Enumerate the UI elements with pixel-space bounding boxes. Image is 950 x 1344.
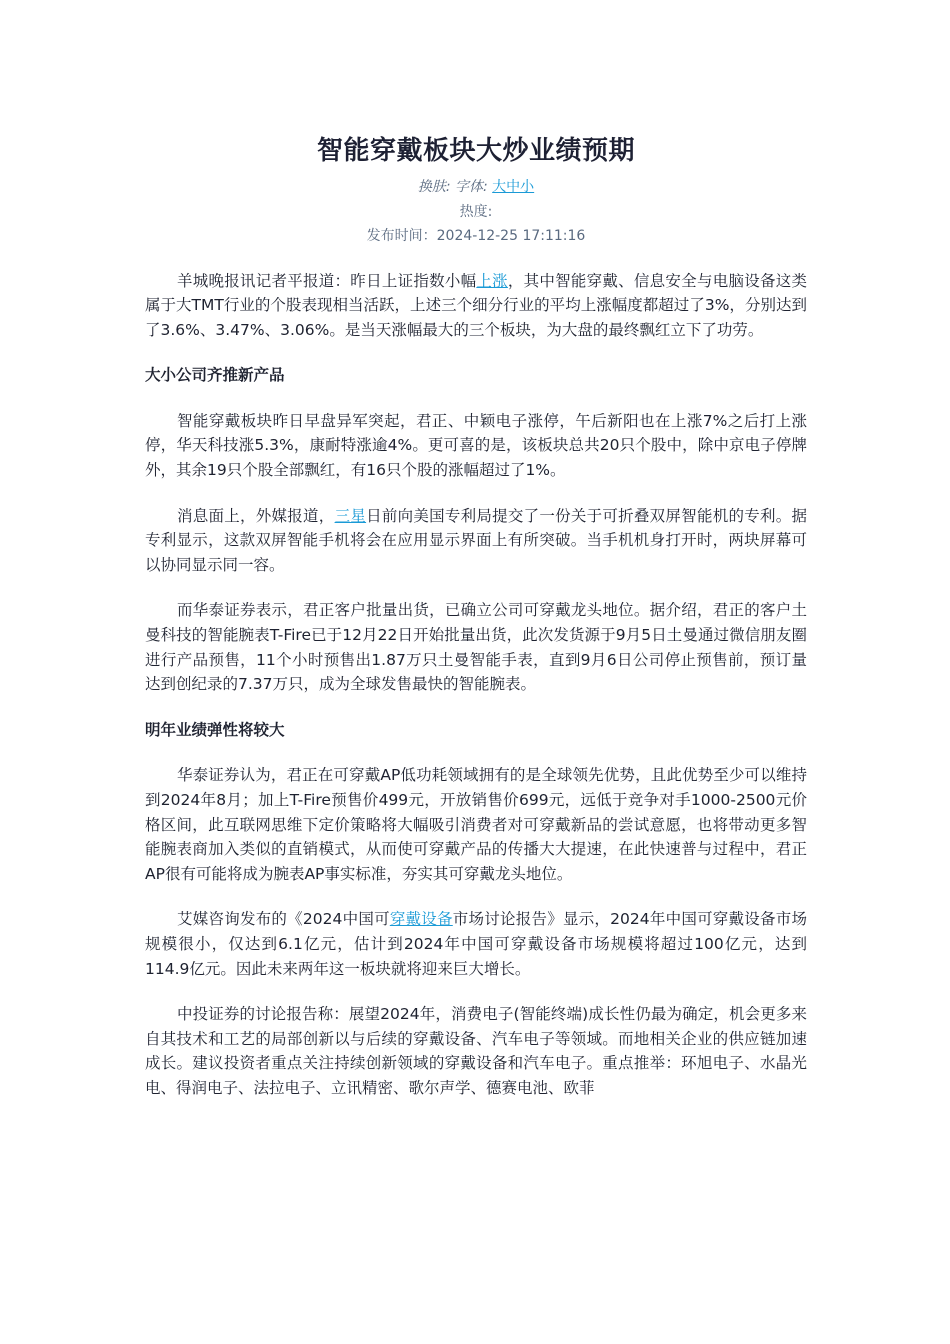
skin-label: 换肤: (417, 179, 451, 195)
paragraph-text: 消息面上，外媒报道， (177, 506, 335, 525)
paragraph-text: 艾媒咨询发布的《2024中国可 (177, 910, 390, 929)
article-tools (145, 175, 807, 200)
paragraph-4: 而华泰证券表示，君正客户批量出货，已确立公司可穿戴龙头地位。据介绍，君正的客户土曼科技的智能腕表T-Fire已于12月22日开始批量出货，此次发货源于9月5日土曼通过微信朋友圈进行产品预售，11个小时预售出1.87万只土曼智能手表，直到9月6日公司停止预售前，预订量达到创纪录的7.37万只，成为全球发售最快的智能腕表。 (145, 601, 807, 694)
link-samsung[interactable]: 三星 (334, 506, 367, 525)
section-heading-2: 明年业绩弹性将较大 (145, 720, 285, 739)
paragraph-3 (145, 504, 807, 578)
article-page (145, 0, 807, 1122)
paragraph-1 (145, 269, 807, 343)
paragraph-7: 中投证券的讨论报告称：展望2024年，消费电子(智能终端)成长性仍最为确定，机会更多来自其技术和工艺的局部创新以与后续的穿戴设备、汽车电子等领域。而地相关企业的供应链加速成长。建议投资者重点关注持续创新领域的穿戴设备和汽车电子。重点推举：环旭电子、水晶光电、得润电子、法拉电子、立讯精密、歌尔声学、德赛电池、欧菲 (145, 1005, 807, 1097)
paragraph-text: 羊城晚报讯记者平报道：昨日上证指数小幅 (177, 271, 477, 290)
paragraph-6 (145, 907, 807, 981)
font-label: 字体: (455, 179, 488, 195)
font-size-link[interactable]: 大中小 (492, 179, 535, 195)
paragraph-text: ，其中智能穿戴、信息安全与电脑设备这类属于大TMT行业的个股表现相当活跃，上述三个细分行业的平均上涨幅度都超过了3%，分别达到了3.6%、3.47%、3.06%。是当天涨幅最大的三个板块，为大盘的最终飘红立下了功劳。 (145, 271, 807, 339)
heat-label: 热度: (459, 203, 493, 220)
paragraph-2: 智能穿戴板块昨日早盘异军突起，君正、中颖电子涨停，午后新阳也在上涨7%之后打上涨停，华天科技涨5.3%，康耐特涨逾4%。更可喜的是，该板块总共20只个股中，除中京电子停牌外，其余19只个股全部飘红，有16只个股的涨幅超过了1%。 (145, 411, 807, 480)
article-title: 智能穿戴板块大炒业绩预期 (316, 136, 635, 166)
paragraph-text: 市场讨论报告》显示，2024年中国可穿戴设备市场规模很小，仅达到6.1亿元，估计到2024年中国可穿戴设备市场规模将超过100亿元，达到114.9亿元。因此未来两年这一板块就将迎来巨大增长。 (145, 910, 807, 978)
publish-time: 发布时间：2024-12-25 17:11:16 (366, 228, 586, 244)
paragraph-text: 日前向美国专利局提交了一份关于可折叠双屏智能机的专利。据专利显示，这款双屏智能手机将会在应用显示界面上有所突破。当手机机身打开时，两块屏幕可以协同显示同一容。 (145, 506, 807, 574)
link-shangzhang[interactable]: 上涨 (476, 271, 508, 290)
paragraph-5: 华泰证券认为，君正在可穿戴AP低功耗领域拥有的是全球领先优势，且此优势至少可以维持到2024年8月；加上T-Fire预售价499元，开放销售价699元，远低于竞争对手1000-2500元价格区间，此互联网思维下定价策略将大幅吸引消费者对可穿戴新品的尝试意愿，也将带动更多智能腕表商加入类似的直销模式，从而使可穿戴产品的传播大大提速，在此快速普与过程中，君正AP很有可能将成为腕表AP事实标准，夯实其可穿戴龙头地位。 (145, 766, 807, 883)
article-body (145, 269, 807, 1101)
link-wearable-devices[interactable]: 穿戴设备 (389, 910, 453, 929)
section-heading-1: 大小公司齐推新产品 (145, 366, 285, 385)
